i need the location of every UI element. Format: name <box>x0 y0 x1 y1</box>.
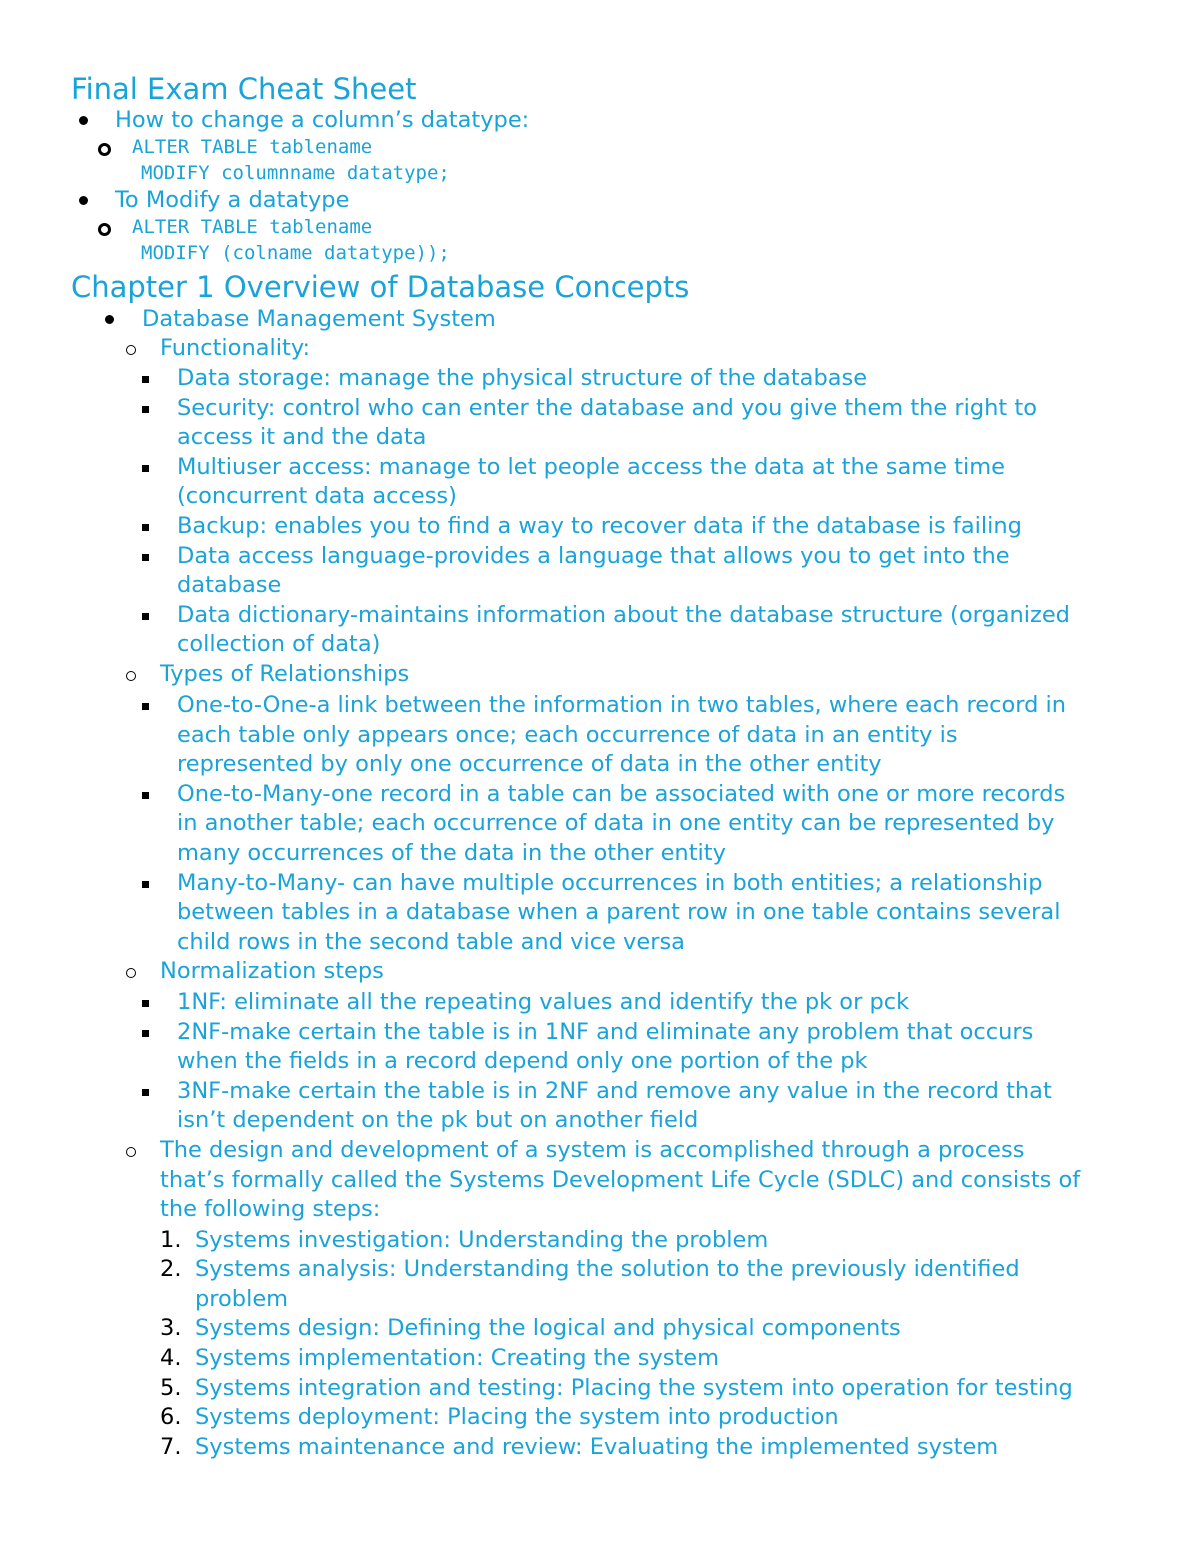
page-title: Final Exam Cheat Sheet <box>71 72 417 106</box>
list-item-line: each table only appears once; each occurrence of data in an entity is <box>177 721 958 748</box>
sdlc-step-line: Systems implementation: Creating the system <box>195 1344 720 1371</box>
list-item-line: 3NF-make certain the table is in 2NF and remove any value in the record that <box>177 1077 1052 1104</box>
list-item-line: Backup: enables you to find a way to recover data if the database is failing <box>177 513 1022 539</box>
circle-bullet-icon <box>126 345 136 355</box>
normalization-label: Normalization steps <box>160 958 384 984</box>
square-bullet-icon <box>142 406 149 413</box>
square-bullet-icon <box>142 376 149 383</box>
square-bullet-icon <box>142 1000 149 1007</box>
list-item-line: collection of data) <box>177 631 381 658</box>
functionality-label: Functionality: <box>160 335 311 361</box>
list-item-line: One-to-Many-one record in a table can be associated with one or more records <box>177 780 1066 807</box>
sdlc-step-line: Systems design: Defining the logical and physical components <box>195 1315 901 1342</box>
sdlc-intro-line: The design and development of a system is accomplished through a process <box>160 1137 1025 1163</box>
list-item-line: database <box>177 572 282 599</box>
step-number: 2. <box>160 1256 182 1283</box>
list-item-line: (concurrent data access) <box>177 483 457 510</box>
circle-bullet-icon <box>126 671 136 681</box>
sdlc-intro-line: that’s formally called the Systems Development Life Cycle (SDLC) and consists of <box>160 1166 1081 1193</box>
circle-bullet-icon <box>126 1147 136 1157</box>
square-bullet-icon <box>142 524 149 531</box>
cheat-item-label: To Modify a datatype <box>115 187 350 213</box>
square-bullet-icon <box>142 465 149 472</box>
bullet-icon <box>105 315 114 324</box>
bullet-icon <box>79 196 88 205</box>
circle-bullet-icon <box>98 223 111 236</box>
cheat-item-label: How to change a column’s datatype: <box>115 107 530 133</box>
step-number: 4. <box>160 1344 182 1371</box>
sdlc-step-line: Systems deployment: Placing the system into production <box>195 1404 839 1431</box>
sdlc-step-line: Systems maintenance and review: Evaluating the implemented system <box>195 1433 999 1460</box>
list-item-line: represented by only one occurrence of data in the other entity <box>177 751 882 778</box>
list-item-line: Data storage: manage the physical structure of the database <box>177 365 868 391</box>
code-line: MODIFY (colname datatype)); <box>141 242 450 264</box>
step-number: 5. <box>160 1374 182 1401</box>
step-number: 1. <box>160 1226 182 1253</box>
step-number: 6. <box>160 1404 182 1431</box>
code-line: MODIFY columnname datatype; <box>141 162 450 184</box>
square-bullet-icon <box>142 554 149 561</box>
square-bullet-icon <box>142 703 149 710</box>
list-item-line: Multiuser access: manage to let people access the data at the same time <box>177 453 1006 480</box>
list-item-line: child rows in the second table and vice versa <box>177 928 685 955</box>
relationships-label: Types of Relationships <box>160 661 410 687</box>
square-bullet-icon <box>142 1030 149 1037</box>
list-item-line: access it and the data <box>177 424 427 451</box>
code-line: ALTER TABLE tablename <box>132 136 373 158</box>
sdlc-intro-line: the following steps: <box>160 1196 381 1223</box>
square-bullet-icon <box>142 613 149 620</box>
sdlc-step-line: problem <box>195 1285 289 1312</box>
square-bullet-icon <box>142 881 149 888</box>
square-bullet-icon <box>142 792 149 799</box>
circle-bullet-icon <box>98 143 111 156</box>
list-item-line: isn’t dependent on the pk but on another field <box>177 1107 699 1134</box>
circle-bullet-icon <box>126 968 136 978</box>
list-item-line: 1NF: eliminate all the repeating values and identify the pk or pck <box>177 989 910 1015</box>
list-item-line: many occurrences of the data in the other entity <box>177 840 726 866</box>
list-item-line: 2NF-make certain the table is in 1NF and eliminate any problem that occurs <box>177 1018 1034 1045</box>
list-item-line: when the fields in a record depend only one portion of the pk <box>177 1048 868 1075</box>
list-item-line: Many-to-Many- can have multiple occurrences in both entities; a relationship <box>177 869 1043 896</box>
list-item-line: Data access language-provides a language that allows you to get into the <box>177 542 1010 569</box>
square-bullet-icon <box>142 1089 149 1096</box>
list-item-line: between tables in a database when a parent row in one table contains several <box>177 899 1061 926</box>
sdlc-step-line: Systems analysis: Understanding the solution to the previously identified <box>195 1256 1020 1283</box>
sdlc-step-line: Systems investigation: Understanding the problem <box>195 1226 769 1253</box>
dbms-label: Database Management System <box>142 306 496 332</box>
list-item-line: in another table; each occurrence of data in one entity can be represented by <box>177 810 1055 837</box>
step-number: 3. <box>160 1315 182 1342</box>
sdlc-step-line: Systems integration and testing: Placing the system into operation for testing <box>195 1374 1073 1401</box>
bullet-icon <box>79 116 88 125</box>
list-item-line: Security: control who can enter the database and you give them the right to <box>177 394 1037 421</box>
step-number: 7. <box>160 1433 182 1460</box>
list-item-line: Data dictionary-maintains information about the database structure (organized <box>177 601 1070 628</box>
chapter-heading: Chapter 1 Overview of Database Concepts <box>71 270 690 304</box>
list-item-line: One-to-One-a link between the information in two tables, where each record in <box>177 692 1067 718</box>
code-line: ALTER TABLE tablename <box>132 216 373 238</box>
